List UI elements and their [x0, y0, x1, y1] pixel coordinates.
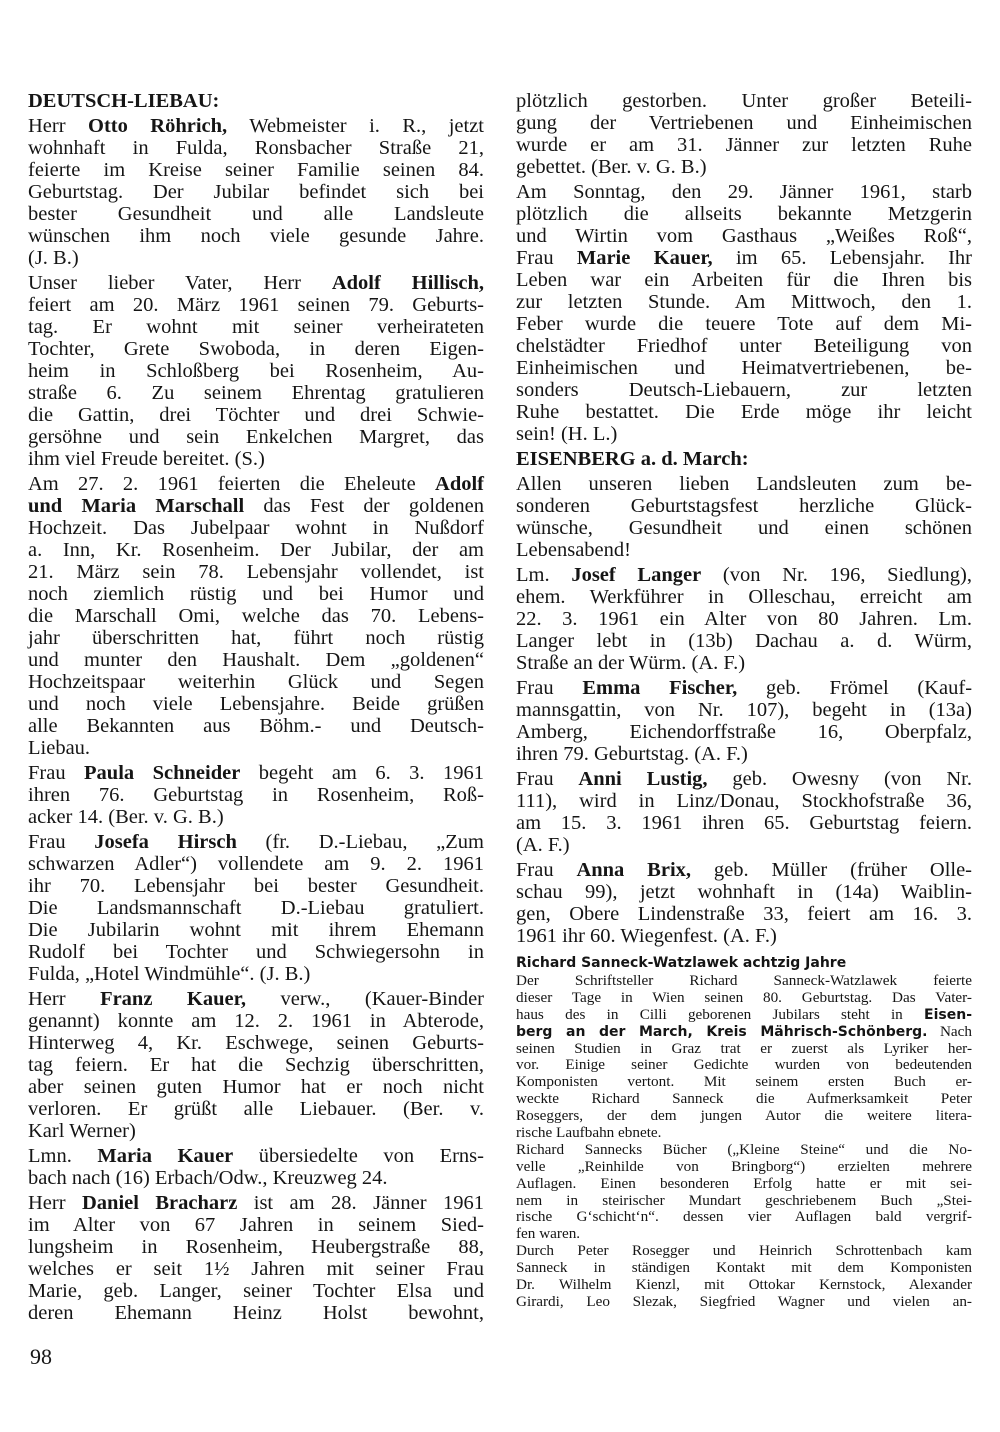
text-segment: heim in Schloßberg bei Rosenheim, Au- [28, 360, 484, 382]
text-segment: Geburtstag. Der Jubilar befindet sich bei [28, 181, 484, 203]
text-line [516, 768, 972, 790]
bold-name: Adolf [435, 473, 484, 495]
text-segment: Karl Werner) [28, 1120, 136, 1142]
text-segment: Herr [28, 988, 101, 1010]
text-line [516, 90, 972, 112]
text-segment: 22. 3. 1961 ein Alter von 80 Jahren. Lm. [516, 608, 972, 630]
text-line [28, 649, 484, 671]
text-line [516, 1041, 972, 1058]
text-segment: und munter den Haushalt. Dem „goldenen“ [28, 649, 484, 671]
text-segment: plötzlich gestorben. Unter großer Beteili- [516, 90, 972, 112]
text-segment: ihren 79. Geburtstag. (A. F.) [516, 743, 748, 765]
text-segment: rische Laufbahn ebnete. [516, 1124, 662, 1142]
text-segment: DEUTSCH-LIEBAU: [28, 90, 220, 112]
text-line [516, 1125, 972, 1142]
text-segment: Hinterweg 4, Kr. Eschwege, seinen Geburts- [28, 1032, 484, 1054]
text-segment: Herr [28, 115, 88, 137]
paragraph [28, 762, 484, 828]
text-line [28, 1280, 484, 1302]
text-line [516, 269, 972, 291]
text-line [516, 834, 972, 856]
text-segment: Die Landsmannschaft D.-Liebau gratuliert. [28, 897, 484, 919]
text-line [516, 1226, 972, 1243]
text-segment: die Gattin, drei Töchter und drei Schwie- [28, 404, 484, 426]
text-line [28, 831, 484, 853]
text-segment: schau 99), jetzt wohnhaft in (14a) Waiblin- [516, 881, 972, 903]
text-segment: haus des in Cilli geborenen Jubilars steht in [516, 1005, 925, 1023]
paragraph [516, 1243, 972, 1311]
text-segment: (A. F.) [516, 834, 570, 856]
text-line [28, 627, 484, 649]
text-line [516, 1260, 972, 1277]
section-heading [28, 90, 484, 112]
text-segment: feiert am 20. März 1961 seinen 79. Geburts- [28, 294, 484, 316]
text-segment: wünschen ihm noch viele gesunde Jahre. [28, 225, 484, 247]
text-segment: die Marschall Omi, welche das 70. Lebens- [28, 605, 484, 627]
text-line [28, 875, 484, 897]
text-line [516, 357, 972, 379]
text-line [516, 1176, 972, 1193]
text-line [516, 881, 972, 903]
text-line [516, 652, 972, 674]
text-line [516, 112, 972, 134]
text-segment: Richard Sannecks Bücher („Kleine Steine“ und die No- [516, 1140, 972, 1158]
text-line [28, 1214, 484, 1236]
text-line [28, 360, 484, 382]
text-segment: Hochzeitspaar weiterhin Glück und Segen [28, 671, 484, 693]
text-line [516, 1277, 972, 1294]
text-segment: straße 6. Zu seinem Ehrentag gratulieren [28, 382, 484, 404]
paragraph [28, 1145, 484, 1189]
text-line [516, 203, 972, 225]
text-segment: ehem. Werkführer in Olleschau, erreicht am [516, 586, 972, 608]
bold-name: Daniel Bracharz [81, 1192, 238, 1214]
text-segment: Lebensabend! [516, 539, 631, 561]
text-line [28, 539, 484, 561]
text-line [28, 1167, 484, 1189]
text-segment: das Fest der goldenen [244, 495, 484, 517]
announcements [516, 90, 972, 947]
text-segment: weckte Richard Sanneck die Aufmerksamkeit Peter [516, 1090, 972, 1108]
text-line [28, 1258, 484, 1280]
text-segment: Dr. Wilhelm Kienzl, mit Ottokar Kernstock, Alexander [516, 1276, 972, 1294]
text-segment: 1961 ihr 60. Wiegenfest. (A. F.) [516, 925, 777, 947]
text-segment: Einheimischen und Heimatvertriebenen, be- [516, 357, 972, 379]
text-line [516, 181, 972, 203]
page-number: 98 [30, 1344, 52, 1369]
text-segment: dieser Tage in Wien seinen 80. Geburtstag. Das Vater- [516, 988, 972, 1006]
text-segment: Girardi, Leo Slezak, Siegfried Wagner und vielen an- [516, 1292, 972, 1310]
text-line [28, 583, 484, 605]
text-segment: ihm viel Freude bereitet. (S.) [28, 448, 265, 470]
text-line [28, 159, 484, 181]
text-line [516, 313, 972, 335]
text-segment: begeht am 6. 3. 1961 [240, 762, 484, 784]
text-line [28, 897, 484, 919]
text-line [28, 495, 484, 517]
text-line [516, 677, 972, 699]
text-line [516, 608, 972, 630]
text-segment: tag. Er wohnt mit seiner verheirateten [28, 316, 484, 338]
paragraph [516, 677, 972, 765]
text-segment: Herr [28, 1192, 82, 1214]
text-line [516, 291, 972, 313]
text-line [516, 973, 972, 990]
text-line [28, 715, 484, 737]
text-segment: ihren 76. Geburtstag in Rosenheim, Roß- [28, 784, 484, 806]
text-segment: mannsgattin, von Nr. 107), begeht in (13a) [516, 699, 972, 721]
text-segment: Roseggers, der dem jungen Autor die weitere litera- [516, 1107, 972, 1125]
paragraph [516, 181, 972, 445]
text-segment: Frau [516, 677, 583, 699]
text-segment: wohnhaft in Fulda, Ronsbacher Straße 21, [28, 137, 484, 159]
text-segment: im 65. Lebensjahr. Ihr [712, 247, 973, 269]
text-line [28, 382, 484, 404]
text-line [516, 156, 972, 178]
text-line [516, 134, 972, 156]
text-segment: Richard Sanneck-Watzlawek achtzig Jahre [516, 955, 847, 971]
text-segment: (J. B.) [28, 247, 79, 269]
text-segment: plötzlich die allseits bekannte Metzgerin [516, 203, 972, 225]
text-segment: bach nach (16) Erbach/Odw., Kreuzweg 24. [28, 1167, 388, 1189]
text-line [516, 1074, 972, 1091]
text-segment: seinen Studien in Graz trat er zuerst als Lyriker her- [516, 1039, 972, 1057]
right-column [516, 90, 972, 1311]
text-line [28, 693, 484, 715]
bold-name: Josef Langer [571, 564, 702, 586]
paragraph [28, 1192, 484, 1324]
bold-name: Maria Kauer [97, 1145, 234, 1167]
text-line [28, 941, 484, 963]
text-segment: alle Bekannten aus Böhm.- und Deutsch- [28, 715, 484, 737]
text-segment: sonderen Geburtstagsfest herzliche Glück- [516, 495, 972, 517]
text-line [28, 1010, 484, 1032]
text-segment: bester Gesundheit und alle Landsleute [28, 203, 484, 225]
text-line [28, 448, 484, 470]
text-line [28, 605, 484, 627]
text-line [28, 1076, 484, 1098]
text-segment: welches er seit 1½ Jahren mit seiner Frau [28, 1258, 484, 1280]
text-segment: Feber wurde die teuere Tote auf dem Mi- [516, 313, 972, 335]
text-segment: Allen unseren lieben Landsleuten zum be- [516, 473, 972, 495]
text-segment: 21. März sein 78. Lebensjahr vollendet, ist [28, 561, 484, 583]
text-segment: Nach [927, 1022, 973, 1040]
text-segment: gersöhne und sein Enkelchen Margret, das [28, 426, 484, 448]
text-line [516, 1024, 972, 1041]
text-segment: gen, Obere Lindenstraße 33, feiert am 16. 3. [516, 903, 972, 925]
text-line [28, 1054, 484, 1076]
text-line [516, 247, 972, 269]
text-line [516, 721, 972, 743]
bold-name: Otto Röhrich, [88, 115, 228, 137]
text-line [28, 671, 484, 693]
paragraph [516, 1142, 972, 1243]
text-line [28, 473, 484, 495]
text-segment: Liebau. [28, 737, 91, 759]
text-segment: feierte im Kreise seiner Familie seinen 84. [28, 159, 484, 181]
text-segment: gung der Vertriebenen und Einheimischen [516, 112, 972, 134]
bold-name: Emma Fischer, [582, 677, 738, 699]
text-line [28, 1192, 484, 1214]
text-line [516, 379, 972, 401]
text-segment: Straße an der Würm. (A. F.) [516, 652, 746, 674]
text-segment: Lm. [516, 564, 572, 586]
text-line [516, 1294, 972, 1311]
text-line [28, 919, 484, 941]
text-line [28, 1098, 484, 1120]
text-segment: Unser lieber Vater, Herr [28, 272, 332, 294]
paragraph [516, 90, 972, 178]
text-segment: (von Nr. 196, Siedlung), [701, 564, 973, 586]
text-line [516, 586, 972, 608]
text-segment: Frau [516, 859, 577, 881]
text-line [28, 115, 484, 137]
text-line [516, 1209, 972, 1226]
text-line [516, 539, 972, 561]
text-segment: Webmeister i. R., jetzt [227, 115, 484, 137]
text-segment: Komponisten vertont. Mit seinem ersten Buch er- [516, 1073, 972, 1091]
text-segment: Frau [28, 831, 95, 853]
text-segment: im Alter von 67 Jahren in seinem Sied- [28, 1214, 484, 1236]
text-segment: wurde er am 31. Jänner zur letzten Ruhe [516, 134, 972, 156]
text-line [516, 1159, 972, 1176]
text-segment: sonders Deutsch-Liebauern, zur letzten [516, 379, 972, 401]
text-segment: genannt) konnte am 12. 2. 1961 in Abterode, [28, 1010, 484, 1032]
text-line [516, 473, 972, 495]
text-segment: Am Sonntag, den 29. Jänner 1961, starb [516, 181, 972, 203]
text-segment: Fulda, „Hotel Windmühle“. (J. B.) [28, 963, 311, 985]
section-heading [516, 448, 972, 470]
text-segment: Rudolf bei Tochter und Schwiegersohn in [28, 941, 484, 963]
text-segment: zur letzten Stunde. Am Mittwoch, den 1. [516, 291, 972, 313]
text-segment: chelstädter Friedhof unter Beteiligung von [516, 335, 972, 357]
text-line [516, 495, 972, 517]
text-line [516, 990, 972, 1007]
text-segment: a. Inn, Kr. Rosenheim. Der Jubilar, der am [28, 539, 484, 561]
text-segment: Auflagen. Einen besonderen Erfolg hatte er mit sei- [516, 1174, 972, 1192]
text-line [28, 294, 484, 316]
left-column [28, 90, 484, 1327]
text-line [28, 806, 484, 828]
paragraph [28, 272, 484, 470]
text-line [516, 903, 972, 925]
text-line [28, 1145, 484, 1167]
text-line [516, 925, 972, 947]
text-line [28, 338, 484, 360]
article-sanneck [516, 953, 972, 1311]
text-segment: Am 27. 2. 1961 feierten die Eheleute [28, 473, 436, 495]
text-line [28, 853, 484, 875]
bold-name: Anni Lustig, [578, 768, 708, 790]
text-segment: übersiedelte von Erns- [233, 1145, 484, 1167]
text-line [28, 426, 484, 448]
bold-place: Eisen- [924, 1006, 972, 1023]
text-line [516, 1091, 972, 1108]
bold-name: Adolf Hillisch, [331, 272, 484, 294]
paragraph [516, 859, 972, 947]
text-segment: Der Schriftsteller Richard Sanneck-Watzlawek feierte [516, 972, 972, 989]
text-line [516, 790, 972, 812]
text-segment: geb. Owesny (von Nr. [707, 768, 972, 790]
paragraph [28, 988, 484, 1142]
text-segment: nem in steirischer Mundart geschriebenem Buch „Stei- [516, 1191, 972, 1209]
text-segment: noch ziemlich rüstig und bei Humor und [28, 583, 484, 605]
text-line [28, 784, 484, 806]
text-segment: tag feiern. Er hat die Sechzig überschritten, [28, 1054, 484, 1076]
text-line [516, 1142, 972, 1159]
text-segment: wünsche, Gesundheit und einen schönen [516, 517, 972, 539]
text-segment: aber seinen guten Humor hat er noch nicht [28, 1076, 484, 1098]
text-line [28, 762, 484, 784]
paragraph [516, 768, 972, 856]
text-line [28, 272, 484, 294]
text-line [28, 404, 484, 426]
text-segment: Marie, geb. Langer, seiner Tochter Elsa und [28, 1280, 484, 1302]
text-segment: Hochzeit. Das Jubelpaar wohnt in Nußdorf [28, 517, 484, 539]
text-line [28, 988, 484, 1010]
text-segment: Ruhe bestattet. Die Erde möge ihr leicht [516, 401, 972, 423]
text-segment: Tochter, Grete Swoboda, in deren Eigen- [28, 338, 484, 360]
text-line [516, 953, 972, 973]
text-line [516, 699, 972, 721]
text-line [28, 1032, 484, 1054]
text-segment: rische G‘schicht‘n“. dessen vier Auflagen bald vergrif- [516, 1208, 972, 1226]
text-segment: Frau [516, 768, 579, 790]
article-title [516, 953, 972, 973]
text-segment: verw., (Kauer-Binder [245, 988, 484, 1010]
paragraph [516, 473, 972, 561]
bold-name: und Maria Marschall [28, 495, 245, 517]
paragraph [28, 115, 484, 269]
text-line [516, 1193, 972, 1210]
text-line [516, 335, 972, 357]
text-segment: ihr 70. Lebensjahr bei bester Gesundheit. [28, 875, 484, 897]
text-line [516, 1007, 972, 1024]
bold-name: Anna Brix, [576, 859, 692, 881]
bold-place: berg an der March, Kreis Mährisch-Schönberg. [516, 1023, 928, 1040]
text-segment: deren Ehemann Heinz Holst bewohnt, [28, 1302, 484, 1324]
text-segment: EISENBERG a. d. March: [516, 448, 749, 470]
text-segment: Durch Peter Rosegger und Heinrich Schrottenbach kam [516, 1242, 972, 1260]
text-line [28, 1120, 484, 1142]
text-line [28, 225, 484, 247]
text-segment: Frau [28, 762, 85, 784]
text-segment: und Wirtin vom Gasthaus „Weißes Roß“, [516, 225, 972, 247]
paragraph [516, 564, 972, 674]
text-segment: und noch viele Lebensjahre. Beide grüßen [28, 693, 484, 715]
text-line [516, 423, 972, 445]
text-line [516, 812, 972, 834]
text-line [28, 247, 484, 269]
bold-name: Franz Kauer, [100, 988, 246, 1010]
text-line [516, 225, 972, 247]
text-line [516, 401, 972, 423]
paragraph [28, 473, 484, 759]
text-segment: Langer lebt in (13b) Dachau a. d. Würm, [516, 630, 972, 652]
bold-name: Josefa Hirsch [94, 831, 237, 853]
text-segment: fen waren. [516, 1225, 581, 1243]
text-segment: Die Jubilarin wohnt mit ihrem Ehemann [28, 919, 484, 941]
text-line [28, 1302, 484, 1324]
text-line [28, 316, 484, 338]
text-line [28, 1236, 484, 1258]
paragraph [28, 831, 484, 985]
text-segment: am 15. 3. 1961 ihren 65. Geburtstag feiern. [516, 812, 972, 834]
text-segment: velle „Reinhilde von Bringborg“) erzielten mehrere [516, 1157, 972, 1175]
text-segment: 111), wird in Linz/Donau, Stockhofstraße 36, [516, 790, 972, 812]
text-segment: Amberg, Eichendorffstraße 16, Oberpfalz, [516, 721, 972, 743]
text-line [28, 90, 484, 112]
text-segment: Leben war ein Arbeiten für die Ihren bis [516, 269, 972, 291]
bold-name: Paula Schneider [84, 762, 241, 784]
text-segment: schwarzen Adler“) vollendete am 9. 2. 1961 [28, 853, 484, 875]
text-segment: ist am 28. Jänner 1961 [237, 1192, 484, 1214]
text-segment: lungsheim in Rosenheim, Heubergstraße 88, [28, 1236, 484, 1258]
text-segment: Sanneck in ständigen Kontakt mit dem Komponisten [516, 1259, 972, 1277]
text-segment: gebettet. (Ber. v. G. B.) [516, 156, 707, 178]
text-segment: (fr. D.-Liebau, „Zum [236, 831, 485, 853]
text-segment: vor. Einige seiner Gedichte wurden von bedeutenden [516, 1056, 972, 1074]
text-segment: Lmn. [28, 1145, 98, 1167]
bold-name: Marie Kauer, [576, 247, 713, 269]
text-segment: verloren. Er grüßt alle Liebauer. (Ber. v. [28, 1098, 484, 1120]
text-segment: geb. Müller (früher Olle- [691, 859, 973, 881]
text-segment: acker 14. (Ber. v. G. B.) [28, 806, 224, 828]
text-segment: geb. Frömel (Kauf- [737, 677, 973, 699]
text-line [28, 517, 484, 539]
text-line [516, 859, 972, 881]
text-segment: sein! (H. L.) [516, 423, 618, 445]
text-segment: Frau [516, 247, 577, 269]
text-line [28, 203, 484, 225]
text-line [28, 181, 484, 203]
text-line [516, 1243, 972, 1260]
paragraph [516, 973, 972, 1142]
text-segment: jahr überschritten hat, führt noch rüstig [28, 627, 484, 649]
text-line [28, 137, 484, 159]
text-line [516, 448, 972, 470]
text-line [28, 963, 484, 985]
text-line [516, 517, 972, 539]
text-line [28, 561, 484, 583]
text-line [516, 630, 972, 652]
text-line [516, 1057, 972, 1074]
text-line [516, 743, 972, 765]
text-line [28, 737, 484, 759]
text-line [516, 1108, 972, 1125]
text-line [516, 564, 972, 586]
